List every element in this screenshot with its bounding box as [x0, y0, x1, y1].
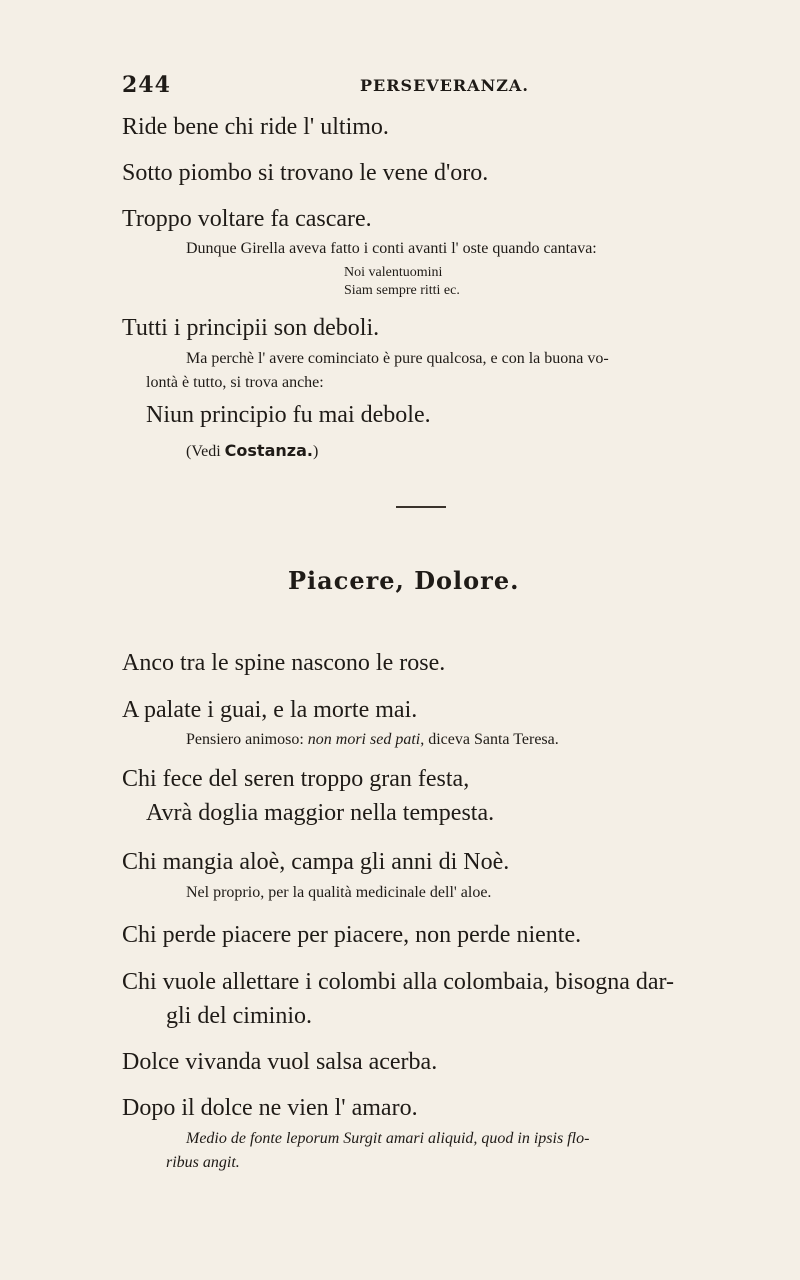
proverb-13-note-2: ribus angit. [166, 1154, 240, 1171]
proverb-8-line-1: Chi fece del seren troppo gran festa, [122, 766, 470, 792]
proverb-13: Dopo il dolce ne vien l' amaro. [122, 1095, 418, 1121]
cross-reference [186, 441, 318, 461]
proverb-4-note-2: lontà è tutto, si trova anche: [146, 374, 324, 391]
proverb-10: Chi perde piacere per piacere, non perde niente. [122, 922, 582, 948]
verse-line-2: Siam sempre ritti ec. [344, 283, 460, 298]
proverb-2: Sotto piombo si trovano le vene d'oro. [122, 160, 489, 186]
note-post: , diceva Santa Teresa. [420, 731, 559, 748]
verse-line-1: Noi valentuomini [344, 265, 443, 280]
ref-word: Costanza. [224, 441, 313, 460]
proverb-6: Anco tra le spine nascono le rose. [122, 650, 446, 676]
proverb-11-line-2: gli del ciminio. [166, 1003, 312, 1029]
proverb-3-note: Dunque Girella aveva fatto i conti avanti l' oste quando cantava: [186, 240, 597, 257]
page-number: 244 [122, 72, 171, 98]
proverb-4: Tutti i principii son deboli. [122, 315, 380, 341]
running-title: PERSEVERANZA. [360, 76, 529, 95]
proverb-4-note-1: Ma perchè l' avere cominciato è pure qualcosa, e con la buona vo- [186, 350, 609, 367]
proverb-7: A palate i guai, e la morte mai. [122, 697, 418, 723]
ref-close: ) [312, 443, 319, 460]
ref-open: (Vedi [186, 443, 225, 460]
section-divider [396, 506, 446, 508]
proverb-11-line-1: Chi vuole allettare i colombi alla colombaia, bisogna dar- [122, 969, 675, 995]
section-heading: Piacere, Dolore. [288, 566, 520, 595]
proverb-3: Troppo voltare fa cascare. [122, 206, 372, 232]
proverb-8-line-2: Avrà doglia maggior nella tempesta. [146, 800, 495, 826]
note-latin: non mori sed pati [307, 731, 421, 748]
proverb-9-note: Nel proprio, per la qualità medicinale dell' aloe. [186, 884, 492, 901]
proverb-1: Ride bene chi ride l' ultimo. [122, 114, 389, 140]
proverb-5: Niun principio fu mai debole. [146, 402, 431, 428]
proverb-12: Dolce vivanda vuol salsa acerba. [122, 1049, 438, 1075]
proverb-7-note [186, 731, 559, 749]
proverb-9: Chi mangia aloè, campa gli anni di Noè. [122, 849, 510, 875]
proverb-13-note-1: Medio de fonte leporum Surgit amari aliquid, quod in ipsis flo- [186, 1130, 590, 1147]
note-pre: Pensiero animoso: [186, 731, 308, 748]
